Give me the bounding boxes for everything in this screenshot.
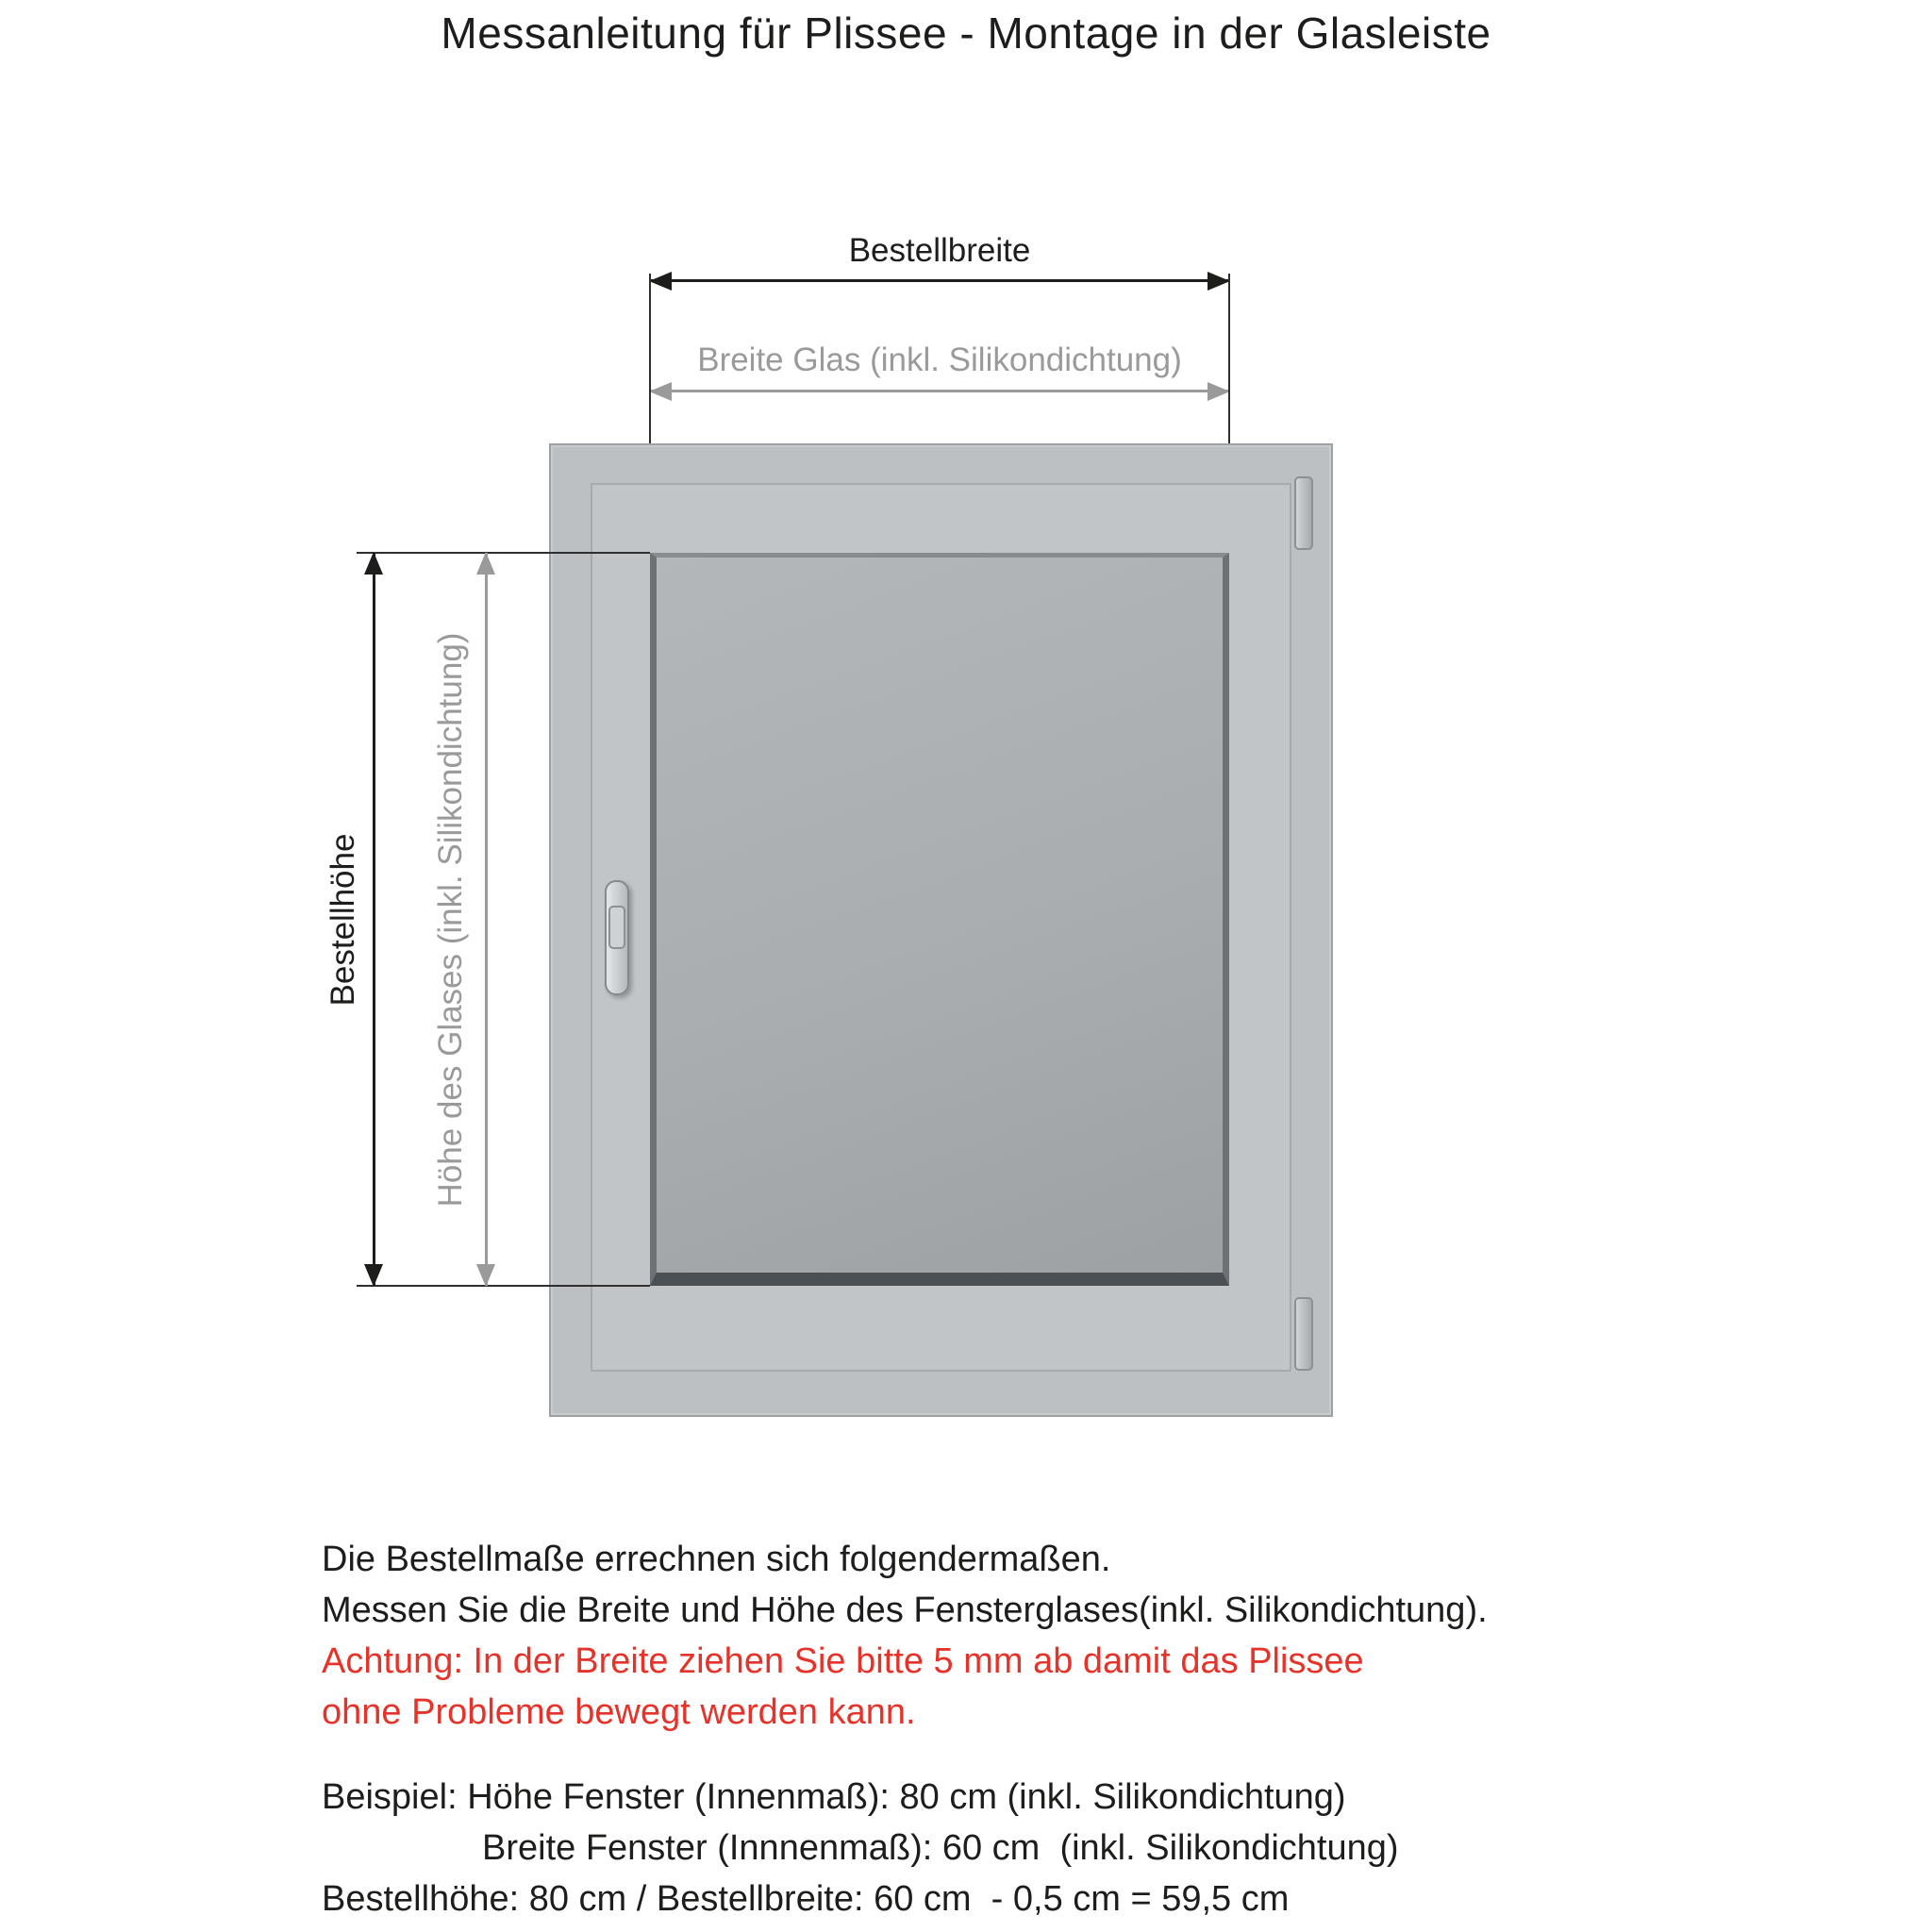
example-line-3: Bestellhöhe: 80 cm / Bestellbreite: 60 cm - 0,5 cm = 59,5 cm [322, 1879, 1290, 1919]
window-handle-base [608, 906, 625, 949]
extension-line-bottom [357, 1285, 650, 1287]
glass-width-label: Breite Glas (inkl. Silikondichtung) [697, 341, 1182, 378]
hinge-top-icon [1294, 476, 1313, 550]
glass-height-label: Höhe des Glases (inkl. Silikondichtung) [432, 632, 469, 1208]
order-height-label: Bestellhöhe [325, 833, 361, 1007]
extension-line-top [357, 552, 650, 554]
instruction-line-2: Messen Sie die Breite und Höhe des Fensterglases(inkl. Silikondichtung). [322, 1591, 1488, 1630]
order-width-label: Bestellbreite [848, 232, 1031, 269]
example-line-1: Beispiel: Höhe Fenster (Innenmaß): 80 cm (inkl. Silikondichtung) [322, 1777, 1346, 1817]
instruction-line-1: Die Bestellmaße errechnen sich folgendermaßen. [322, 1540, 1111, 1579]
warning-line-2: ohne Probleme bewegt werden kann. [322, 1692, 916, 1732]
instructions-block [322, 1534, 1488, 1924]
example-line-2: Breite Fenster (Innnenmaß): 60 cm (inkl. Silikondichtung) [482, 1828, 1399, 1868]
order-width-arrow [650, 279, 1229, 282]
hinge-bottom-icon [1294, 1297, 1313, 1371]
glass-width-arrow [650, 390, 1229, 392]
page-title: Messanleitung für Plissee - Montage in der Glasleiste [441, 8, 1491, 58]
warning-line-1: Achtung: In der Breite ziehen Sie bitte 5 mm ab damit das Plissee [322, 1641, 1364, 1681]
order-height-arrow [373, 553, 375, 1286]
window-glass [650, 553, 1229, 1286]
glass-height-arrow [485, 553, 488, 1286]
